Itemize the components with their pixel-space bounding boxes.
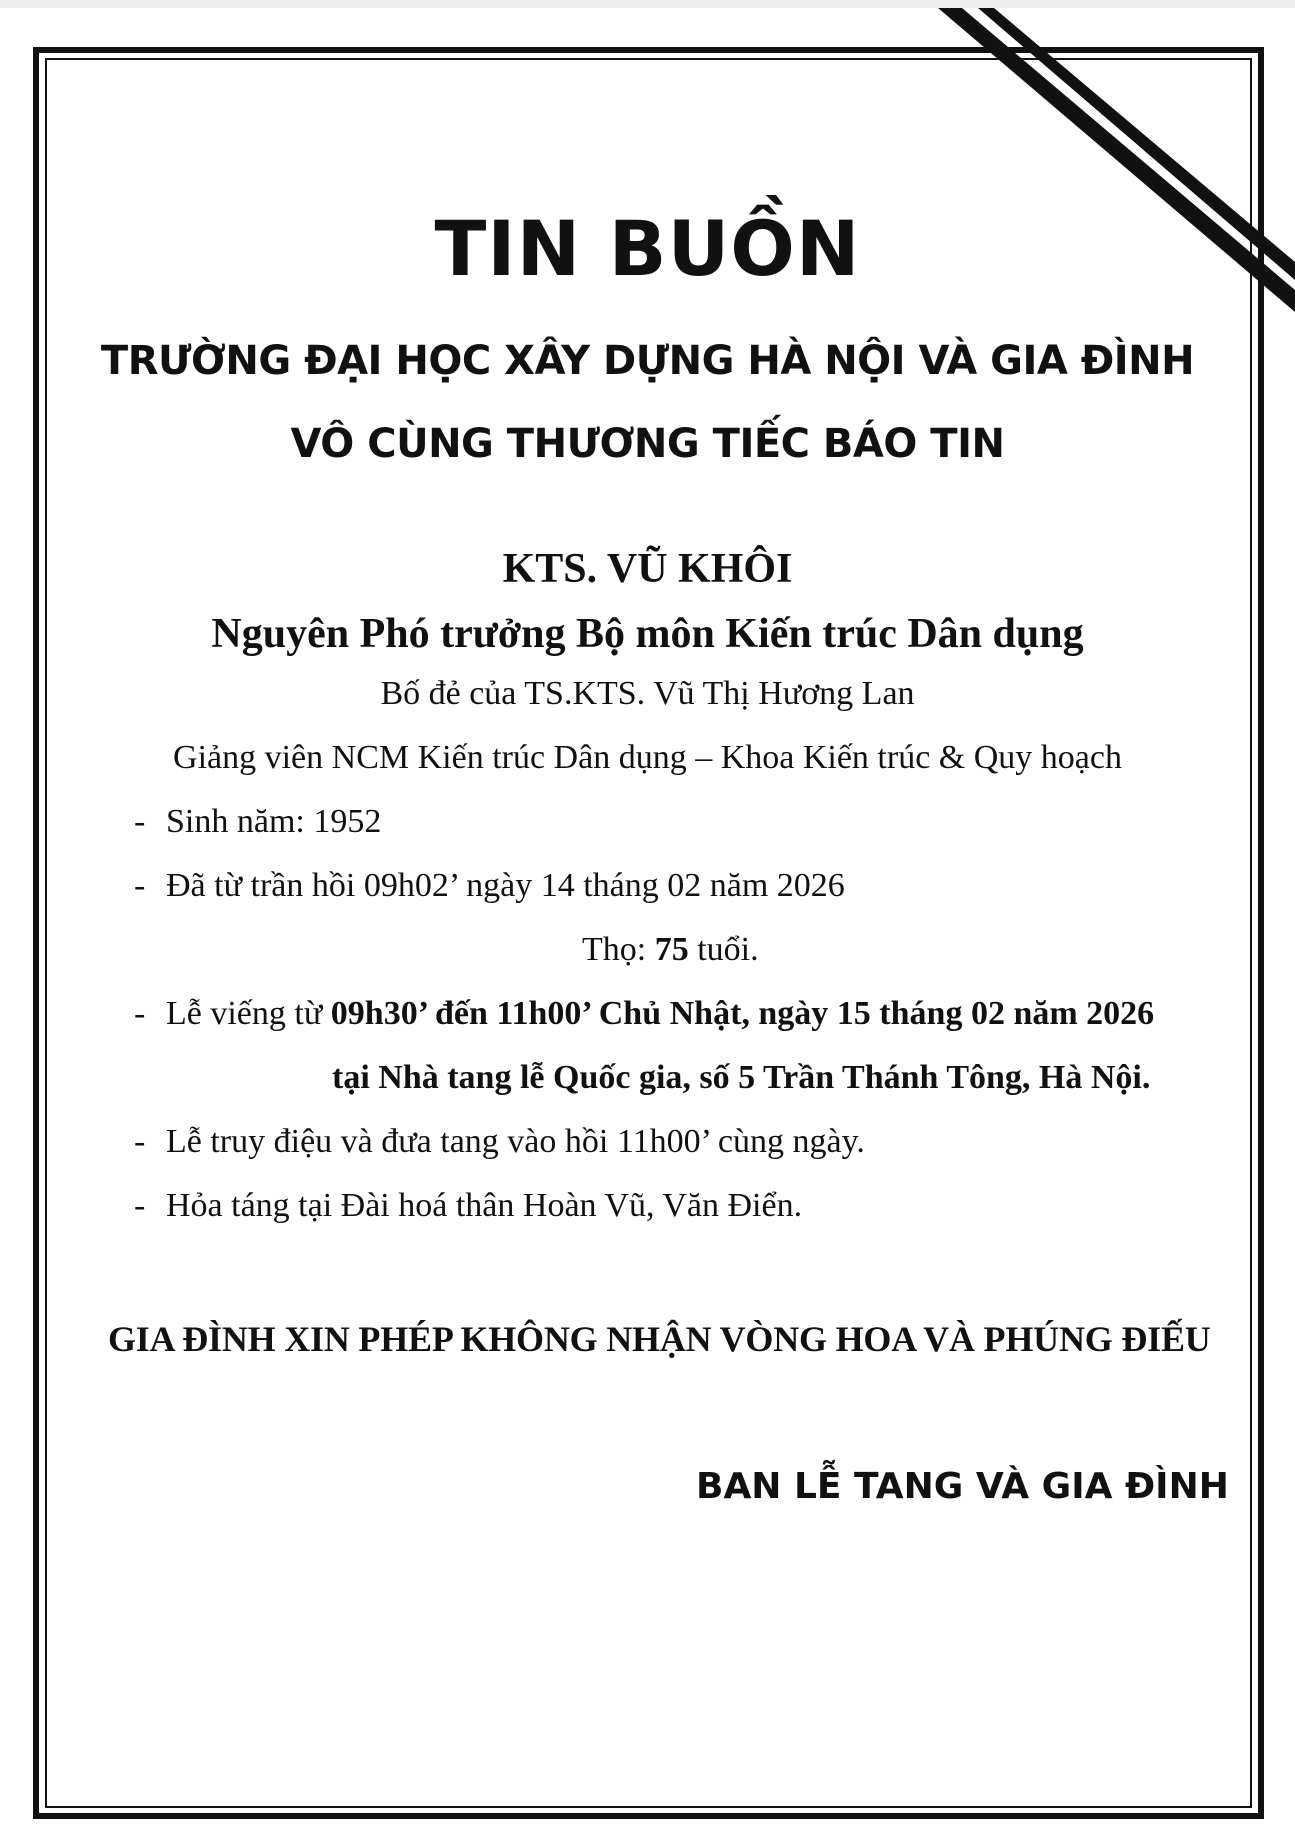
organization-line-1: TRƯỜNG ĐẠI HỌC XÂY DỰNG HÀ NỘI VÀ GIA ĐÌNH: [100, 338, 1195, 384]
deceased-name: KTS. VŨ KHÔI: [502, 546, 793, 592]
family-notice: GIA ĐÌNH XIN PHÉP KHÔNG NHẬN VÒNG HOA VÀ PHÚNG ĐIẾU: [108, 1319, 1211, 1359]
bullet-dash: -: [134, 1123, 146, 1160]
top-strip: [0, 0, 1295, 8]
age-value: 75: [654, 931, 689, 968]
detail-memorial: [134, 1123, 865, 1161]
detail-died: [134, 867, 845, 905]
died-text: Đã từ trần hồi 09h02’ ngày 14 tháng 02 năm 2026: [166, 867, 845, 904]
bullet-dash: -: [134, 867, 146, 904]
bullet-dash: -: [134, 1187, 146, 1224]
visit-time: 09h30’ đến 11h00’ Chủ Nhật, ngày 15 tháng 02 năm 2026: [330, 995, 1155, 1032]
detail-visitation: [134, 995, 1154, 1033]
detail-age: [582, 931, 759, 969]
relation-detail: Giảng viên NCM Kiến trúc Dân dụng – Khoa Kiến trúc & Quy hoạch: [173, 739, 1122, 776]
bullet-dash: -: [134, 995, 146, 1032]
detail-cremation: [134, 1187, 802, 1225]
memorial-text: Lễ truy điệu và đưa tang vào hồi 11h00’ cùng ngày.: [166, 1123, 865, 1160]
deceased-position: Nguyên Phó trưởng Bộ môn Kiến trúc Dân dụng: [211, 611, 1084, 657]
bullet-dash: -: [134, 803, 146, 840]
deceased-relation: Bố đẻ của TS.KTS. Vũ Thị Hương Lan: [380, 675, 915, 712]
page-title: TIN BUỒN: [434, 204, 861, 293]
organization-line-2: VÔ CÙNG THƯƠNG TIẾC BÁO TIN: [290, 421, 1005, 467]
age-prefix: Thọ:: [582, 931, 655, 968]
visit-prefix: Lễ viếng từ: [166, 995, 331, 1032]
detail-born: [134, 803, 381, 841]
signature: BAN LỄ TANG VÀ GIA ĐÌNH: [696, 1466, 1229, 1507]
born-text: Sinh năm: 1952: [166, 803, 382, 840]
visit-location: tại Nhà tang lễ Quốc gia, số 5 Trần Thánh Tông, Hà Nội.: [332, 1059, 1151, 1096]
age-suffix: tuổi.: [688, 931, 759, 968]
cremation-text: Hỏa táng tại Đài hoá thân Hoàn Vũ, Văn Điển.: [166, 1187, 803, 1224]
